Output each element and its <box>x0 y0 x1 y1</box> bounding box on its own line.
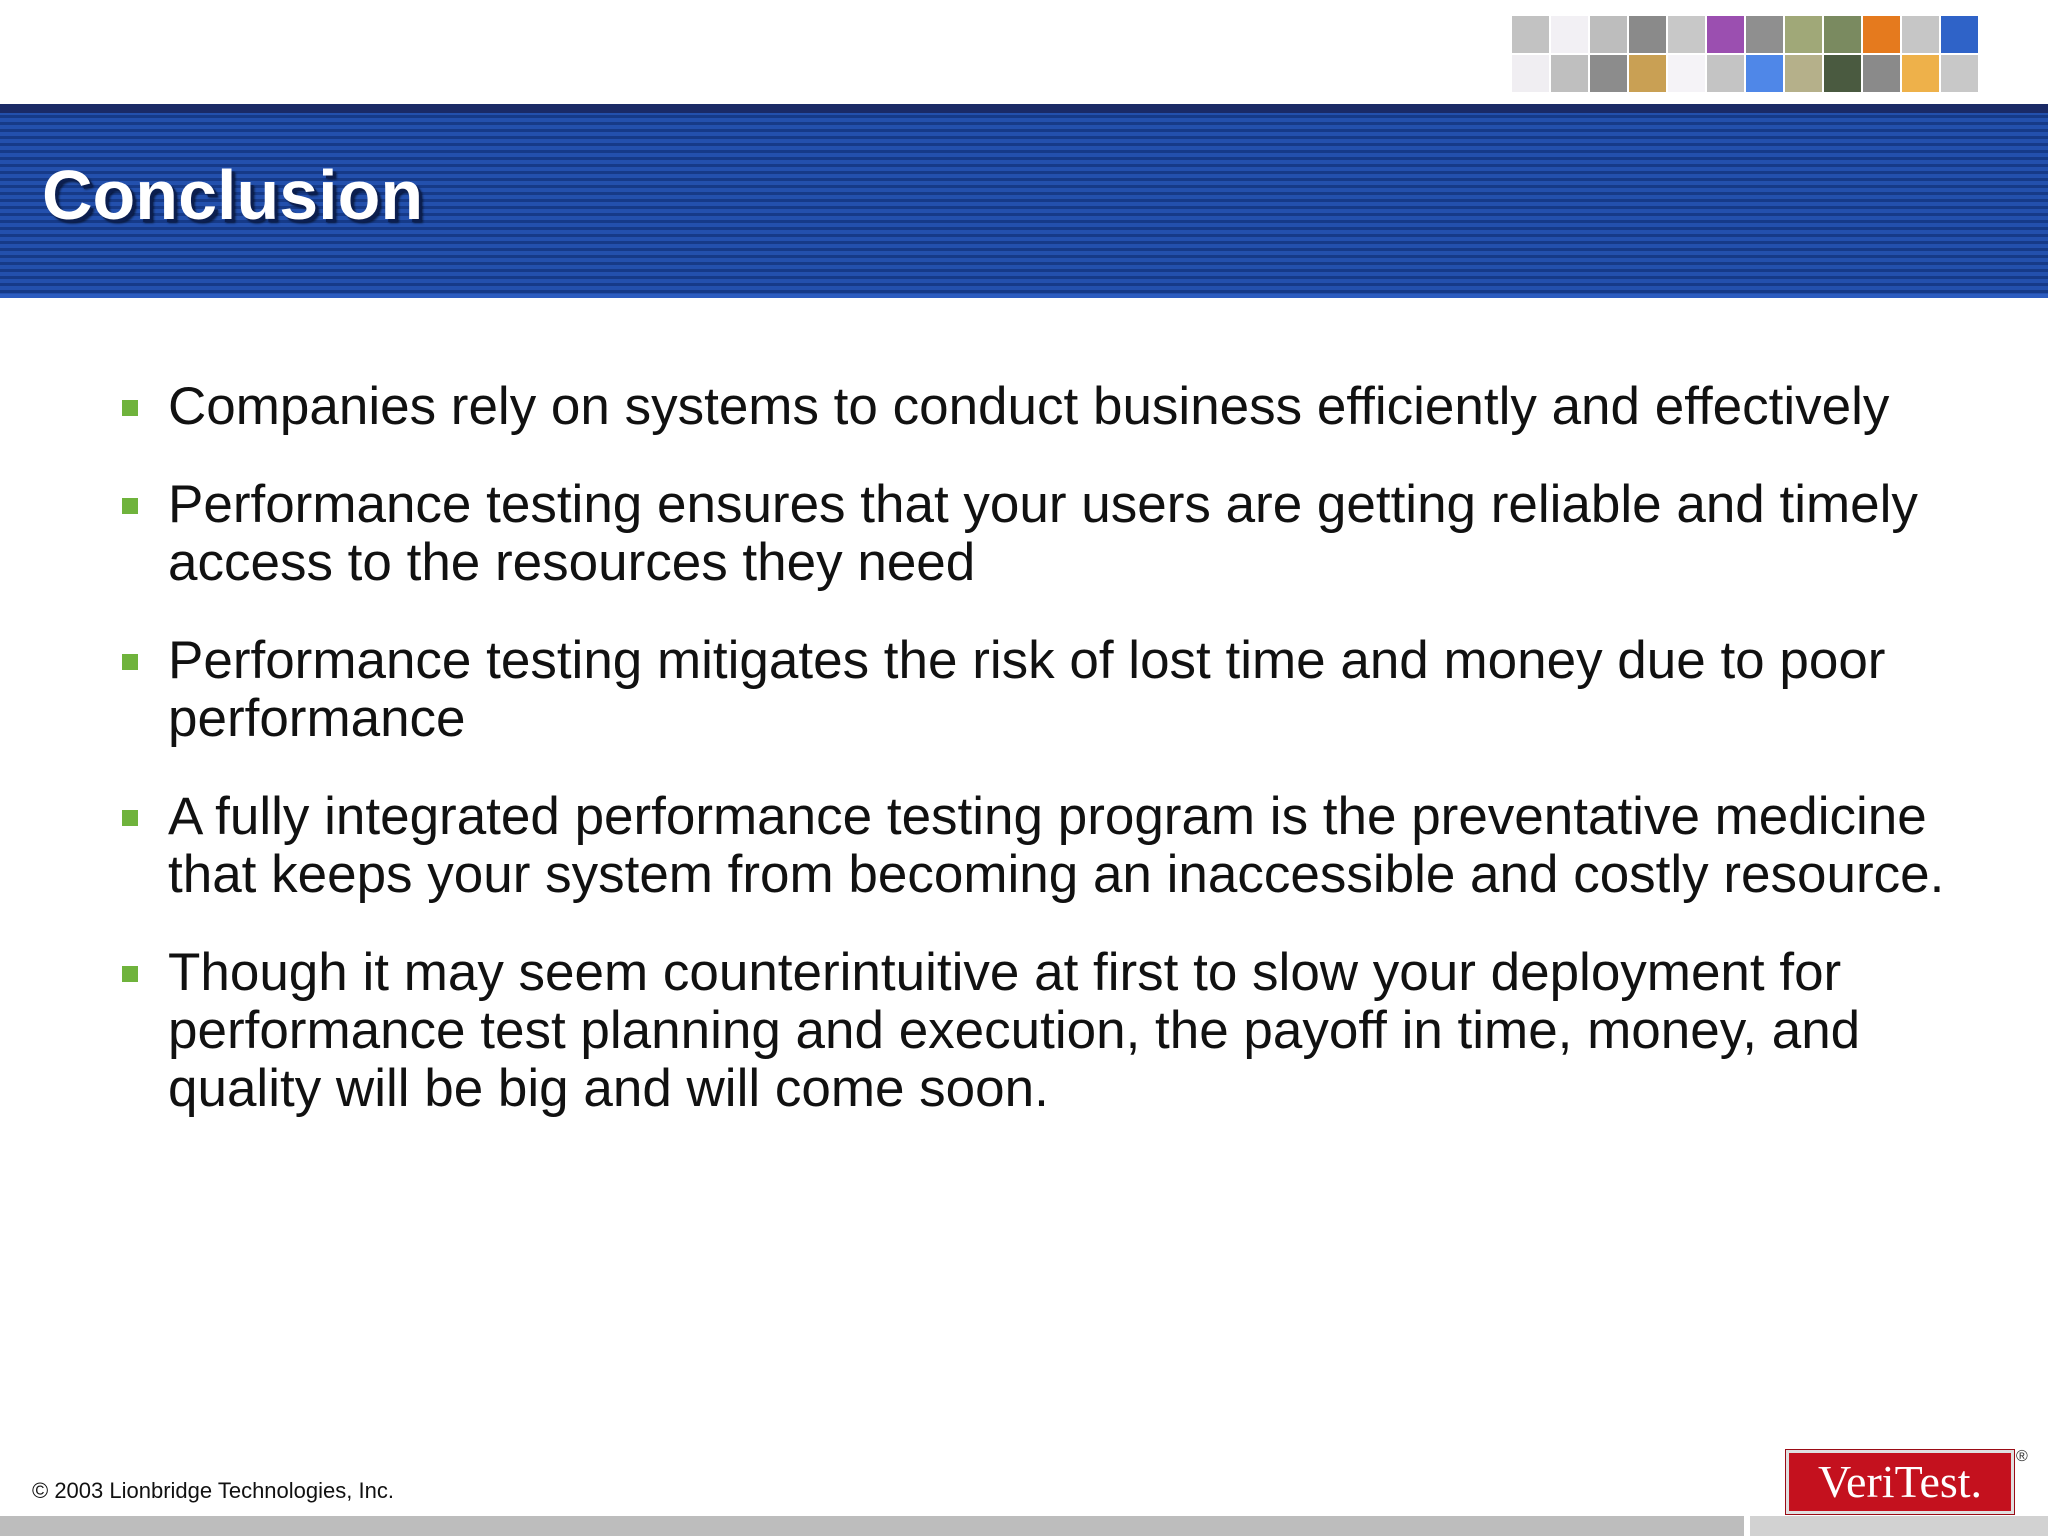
registered-mark: ® <box>2016 1448 2028 1465</box>
mosaic-tile <box>1746 16 1783 53</box>
mosaic-tile <box>1629 16 1666 53</box>
bullet-item <box>120 944 1980 1118</box>
bullet-square-icon <box>122 654 138 670</box>
mosaic-tile <box>1512 55 1549 92</box>
title-band-bottom-line <box>0 294 2048 298</box>
footer-bar <box>0 1516 1744 1536</box>
mosaic-tile <box>1785 55 1822 92</box>
bullet-text: A fully integrated performance testing program is the preventative medicine that keeps your system from becoming an inaccessible and costly resource. <box>168 787 1945 904</box>
mosaic-tile <box>1824 55 1861 92</box>
logo-wordmark: VeriTest. <box>1817 1456 1983 1507</box>
bullet-text: Performance testing mitigates the risk of lost time and money due to poor performance <box>168 631 1886 748</box>
mosaic-tile <box>1629 55 1666 92</box>
mosaic-tile <box>1863 55 1900 92</box>
bullet-text: Though it may seem counterintuitive at first to slow your deployment for performance test planning and execution, the payoff in time, money, and quality will be big and will come soon. <box>168 943 1861 1118</box>
mosaic-tile <box>1746 55 1783 92</box>
veritest-logo <box>1786 1450 2014 1514</box>
mosaic-tile <box>1785 16 1822 53</box>
bullet-square-icon <box>122 966 138 982</box>
mosaic-tile <box>1590 55 1627 92</box>
bullet-square-icon <box>122 498 138 514</box>
mosaic-tile <box>1590 16 1627 53</box>
bullet-item <box>120 788 1980 904</box>
title-band-top-line <box>0 104 2048 113</box>
bullet-text: Companies rely on systems to conduct business efficiently and effectively <box>168 377 1890 436</box>
mosaic-tile <box>1941 16 1978 53</box>
mosaic-tile <box>1902 16 1939 53</box>
mosaic-tile <box>1707 55 1744 92</box>
bullet-item <box>120 476 1980 592</box>
mosaic-tile <box>1512 16 1549 53</box>
mosaic-tile <box>1824 16 1861 53</box>
footer-bar-right <box>1750 1516 2048 1536</box>
mosaic-tile <box>1941 55 1978 92</box>
bullet-square-icon <box>122 810 138 826</box>
header-mosaic <box>1512 16 2032 94</box>
mosaic-tile <box>1707 16 1744 53</box>
mosaic-tile <box>1668 16 1705 53</box>
copyright-notice: © 2003 Lionbridge Technologies, Inc. <box>32 1478 394 1503</box>
mosaic-tile <box>1668 55 1705 92</box>
mosaic-tile <box>1902 55 1939 92</box>
mosaic-tile <box>1551 16 1588 53</box>
mosaic-tile <box>1863 16 1900 53</box>
bullet-square-icon <box>122 400 138 416</box>
mosaic-tile <box>1551 55 1588 92</box>
bullet-text: Performance testing ensures that your users are getting reliable and timely access to the resources they need <box>168 475 1918 592</box>
bullet-list <box>120 378 1980 1158</box>
page-title: Conclusion <box>42 156 424 234</box>
bullet-item <box>120 632 1980 748</box>
bullet-item <box>120 378 1980 436</box>
